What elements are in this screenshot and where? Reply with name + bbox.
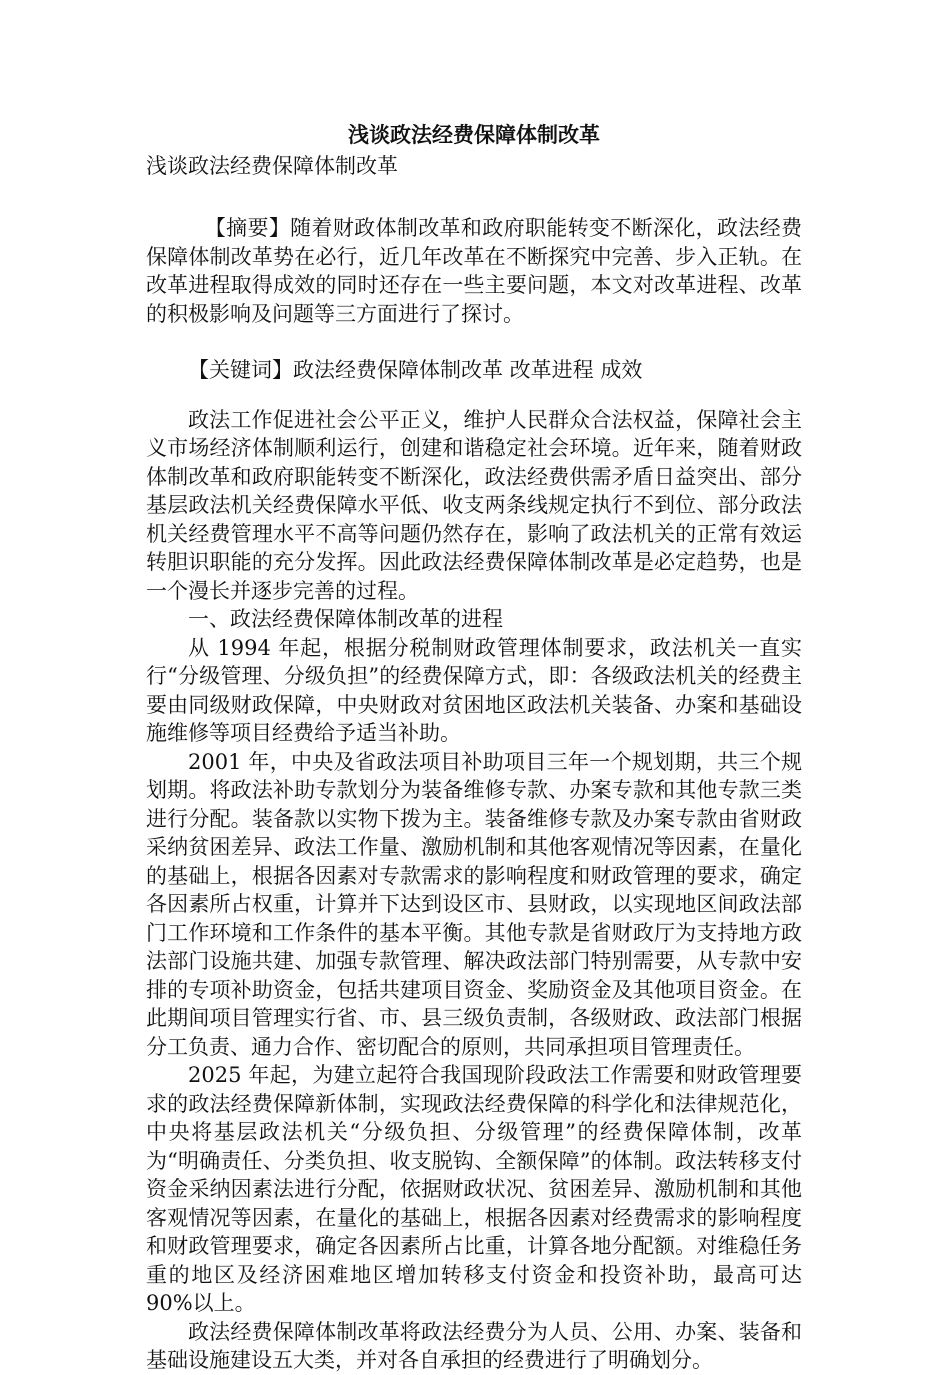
body-paragraph: 政法经费保障体制改革将政法经费分为人员、公用、办案、装备和基础设施建设五大类，并对各自承担的经费进行了明确划分。 xyxy=(146,1319,802,1372)
document-subtitle: 浅谈政法经费保障体制改革 xyxy=(146,154,398,178)
body-paragraph: 2025 年起，为建立起符合我国现阶段政法工作需要和财政管理要求的政法经费保障新体制，实现政法经费保障的科学化和法律规范化，中央将基层政法机关“分级负担、分级管理”的经费保障体制，改革为“明确责任、分类负担、收支脱钩、全额保障”的体制。政法转移支付资金采纳因素法进行分配，依据财政状况、贫困差异、激励机制和其他客观情况等因素，在量化的基础上，根据各因素对经费需求的影响程度和财政管理要求，确定各因素所占比重，计算各地分配额。对维稳任务重的地区及经济困难地区增加转移支付资金和投资补助，最高可达 90%以上。 xyxy=(146,1063,802,1315)
document-page xyxy=(146,118,802,1375)
section-heading: 一、政法经费保障体制改革的进程 xyxy=(188,607,503,631)
abstract-paragraph: 【摘要】随着财政体制改革和政府职能转变不断深化，政法经费保障体制改革势在必行，近几年改革在不断探究中完善、步入正轨。在改革进程取得成效的同时还存在一些主要问题，本文对改革进程、改革的积极影响及问题等三方面进行了探讨。 xyxy=(146,216,802,326)
keywords-line: 【关键词】政法经费保障体制改革 改革进程 成效 xyxy=(188,358,643,382)
body-paragraph: 从 1994 年起，根据分税制财政管理体制要求，政法机关一直实行“分级管理、分级负担”的经费保障方式，即：各级政法机关的经费主要由同级财政保障，中央财政对贫困地区政法机关装备、办案和基础设施维修等项目经费给予适当补助。 xyxy=(146,635,802,745)
body-paragraph: 2001 年，中央及省政法项目补助项目三年一个规划期，共三个规划期。将政法补助专款划分为装备维修专款、办案专款和其他专款三类进行分配。装备款以实物下拨为主。装备维修专款及办案专款由省财政采纳贫困差异、政法工作量、激励机制和其他客观情况等因素，在量化的基础上，根据各因素对专款需求的影响程度和财政管理的要求，确定各因素所占权重，计算并下达到设区市、县财政，以实现地区间政法部门工作环境和工作条件的基本平衡。其他专款是省财政厅为支持地方政法部门设施共建、加强专款管理、解决政法部门特别需要，从专款中安排的专项补助资金，包括共建项目资金、奖励资金及其他项目资金。在此期间项目管理实行省、市、县三级负责制，各级财政、政法部门根据分工负责、通力合作、密切配合的原则，共同承担项目管理责任。 xyxy=(146,749,802,1059)
body-paragraph: 政法工作促进社会公平正义，维护人民群众合法权益，保障社会主义市场经济体制顺利运行，创建和谐稳定社会环境。近年来，随着财政体制改革和政府职能转变不断深化，政法经费供需矛盾日益突出、部分基层政法机关经费保障水平低、收支两条线规定执行不到位、部分政法机关经费管理水平不高等问题仍然存在，影响了政法机关的正常有效运转胆识职能的充分发挥。因此政法经费保障体制改革是必定趋势，也是一个漫长并逐步完善的过程。 xyxy=(146,407,802,603)
document-title: 浅谈政法经费保障体制改革 xyxy=(348,122,600,147)
